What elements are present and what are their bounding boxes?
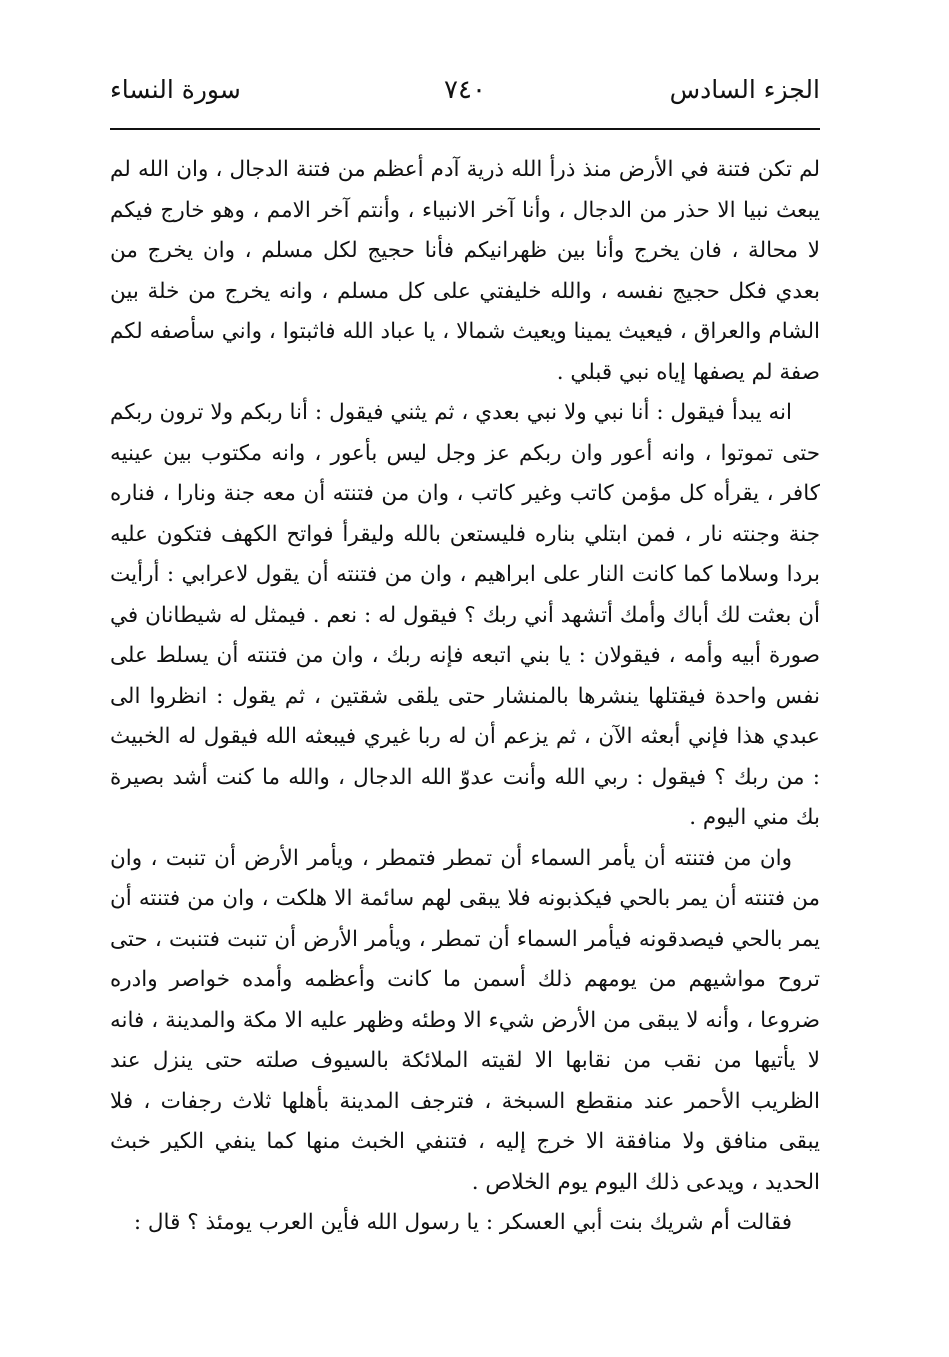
book-page <box>110 70 820 1320</box>
surah-title: سورة النساء <box>110 75 241 104</box>
page-number: ٧٤٠ <box>444 75 486 105</box>
part-title: الجزء السادس <box>669 75 820 104</box>
header-divider <box>110 128 820 130</box>
running-header <box>110 70 820 130</box>
page-body <box>110 150 820 1244</box>
paragraph-4: فقالت أم شريك بنت أبي العسكر : يا رسول الله فأين العرب يومئذ ؟ قال : <box>133 1210 792 1235</box>
paragraph-2: انه يبدأ فيقول : أنا نبي ولا نبي بعدي ، ثم يثني فيقول : أنا ربكم ولا ترون ربكم حتى تموتوا ، وانه أعور وان ربكم عز وجل ليس بأعور ، وانه مكتوب بين عينيه كافر ، يقرأه كل مؤمن كاتب وغير كاتب ، وان من فتنته أن معه جنة ونارا ، فناره جنة وجنته نار ، فمن ابتلي بناره فليستعن بالله وليقرأ فواتح الكهف فتكون عليه بردا وسلاما كما كانت النار على ابراهيم ، وان من فتنته أن يقول لاعرابي : أرأيت أن بعثت لك أباك وأمك أتشهد أني ربك ؟ فيقول له : نعم . فيمثل له شيطانان في صورة أبيه وأمه ، فيقولان : يا بني اتبعه فإنه ربك ، وان من فتنته أن يسلط على نفس واحدة فيقتلها ينشرها بالمنشار حتى يلقى شقتين ، ثم يقول : انظروا الى عبدي هذا فإني أبعثه الآن ، ثم يزعم أن له ربا غيري فيبعثه الله فيقول له الخبيث : من ربك ؟ فيقول : ربي الله وأنت عدوّ الله الدجال ، والله ما كنت أشد بصيرة بك مني اليوم . <box>110 400 820 830</box>
paragraph-3: وان من فتنته أن يأمر السماء أن تمطر فتمطر ، ويأمر الأرض أن تنبت ، وان من فتنته أن يمر بالحي فيكذبونه فلا يبقى لهم سائمة الا هلكت ، وان من فتنته أن يمر بالحي فيصدقونه فيأمر السماء أن تمطر ، ويأمر الأرض أن تنبت فتنبت ، حتى تروح مواشيهم من يومهم ذلك أسمن ما كانت وأعظمه وأمده خواصر وادره ضروعا ، وأنه لا يبقى من الأرض شيء الا وطئه وظهر عليه الا مكة والمدينة ، فانه لا يأتيها من نقب من نقابها الا لقيته الملائكة بالسيوف صلته حتى ينزل عند الظريب الأحمر عند منقطع السبخة ، فترجف المدينة بأهلها ثلاث رجفات ، فلا يبقى منافق ولا منافقة الا خرج إليه ، فتنفي الخبث منها كما ينفي الكير خبث الحديد ، ويدعى ذلك اليوم يوم الخلاص . <box>110 845 820 1195</box>
paragraph-1: لم تكن فتنة في الأرض منذ ذرأ الله ذرية آدم أعظم من فتنة الدجال ، وان الله لم يبعث نبيا الا حذر من الدجال ، وأنا آخر الانبياء ، وأنتم آخر الامم ، وهو خارج فيكم لا محالة ، فان يخرج وأنا بين ظهرانيكم فأنا حجيج لكل مسلم ، وان يخرج من بعدي فكل حجيج نفسه ، والله خليفتي على كل مسلم ، وانه يخرج من خلة بين الشام والعراق ، فيعيث يمينا ويعيث شمالا ، يا عباد الله فاثبتوا ، واني سأصفه لكم صفة لم يصفها إياه نبي قبلي . <box>110 157 820 385</box>
